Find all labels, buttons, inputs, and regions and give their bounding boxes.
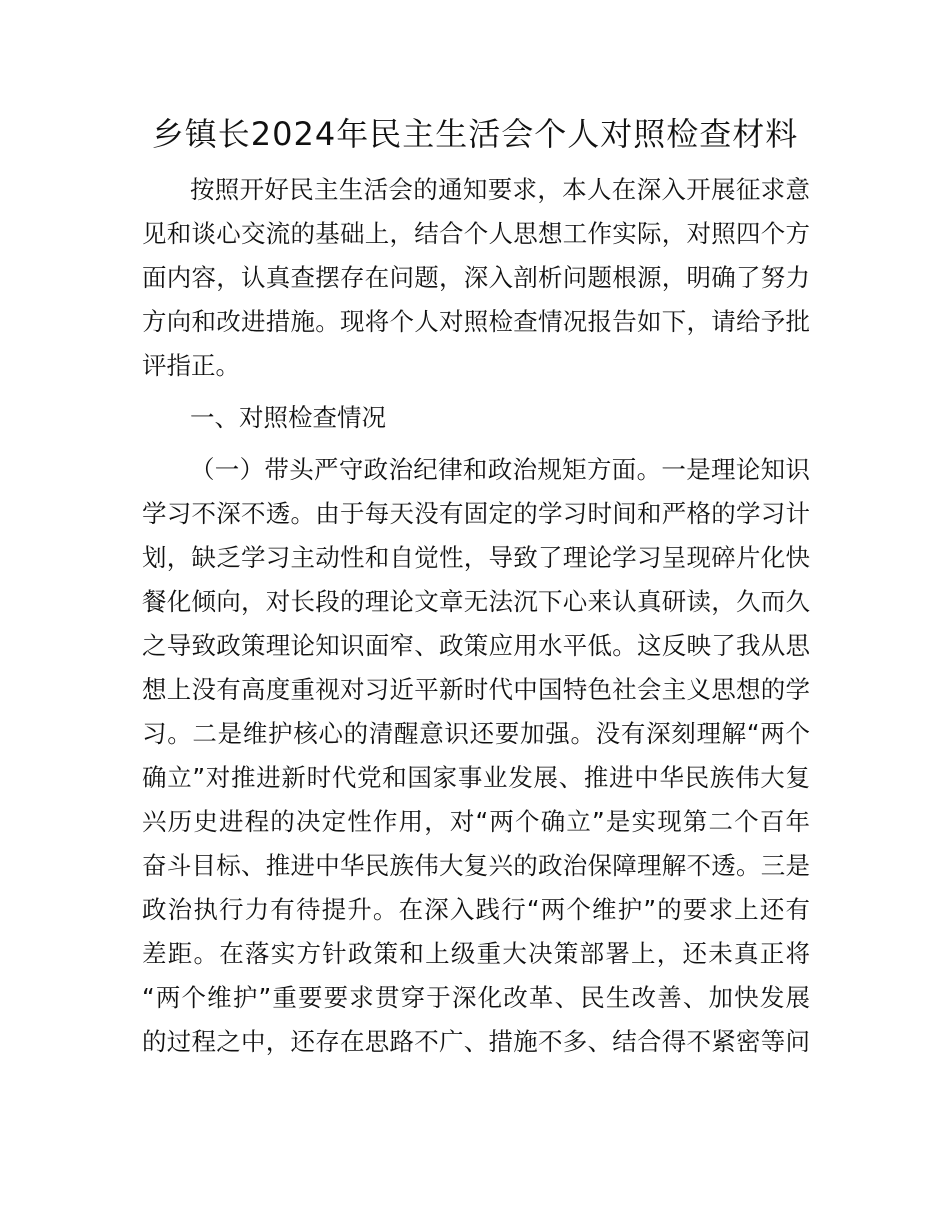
paragraph-line: 确立”对推进新时代党和国家事业发展、推进中华民族伟大复: [142, 763, 810, 792]
paragraph-line: 学习不深不透。由于每天没有固定的学习时间和严格的学习计: [142, 499, 810, 528]
paragraph-line: 政治执行力有待提升。在深入践行“两个维护”的要求上还有: [142, 895, 810, 924]
paragraph-line: 划，缺乏学习主动性和自觉性，导致了理论学习呈现碎片化快: [142, 543, 810, 572]
paragraph-line: 餐化倾向，对长段的理论文章无法沉下心来认真研读，久而久: [142, 587, 810, 616]
paragraph-line: 方向和改进措施。现将个人对照检查情况报告如下，请给予批: [142, 307, 810, 336]
section-heading: 一、对照检查情况: [190, 403, 386, 432]
paragraph-line: 面内容，认真查摆存在问题，深入剖析问题根源，明确了努力: [142, 263, 810, 292]
paragraph-line: 差距。在落实方针政策和上级重大决策部署上，还未真正将: [142, 939, 810, 968]
paragraph-line: 想上没有高度重视对习近平新时代中国特色社会主义思想的学: [142, 675, 810, 704]
paragraph-line: 习。二是维护核心的清醒意识还要加强。没有深刻理解“两个: [142, 719, 810, 748]
paragraph-line: 奋斗目标、推进中华民族伟大复兴的政治保障理解不透。三是: [142, 851, 810, 880]
paragraph-line: （一）带头严守政治纪律和政治规矩方面。一是理论知识: [190, 455, 810, 484]
paragraph-line: 的过程之中，还存在思路不广、措施不多、结合得不紧密等问: [142, 1027, 810, 1056]
paragraph-line: 按照开好民主生活会的通知要求，本人在深入开展征求意: [190, 175, 810, 204]
paragraph-line: 评指正。: [142, 351, 240, 380]
document-title: 乡镇长2024年民主生活会个人对照检查材料: [151, 115, 799, 153]
paragraph-line: 兴历史进程的决定性作用，对“两个确立”是实现第二个百年: [142, 807, 810, 836]
paragraph-line: 之导致政策理论知识面窄、政策应用水平低。这反映了我从思: [142, 631, 810, 660]
paragraph-line: 见和谈心交流的基础上，结合个人思想工作实际，对照四个方: [142, 219, 810, 248]
paragraph-line: “两个维护”重要要求贯穿于深化改革、民生改善、加快发展: [142, 983, 810, 1012]
